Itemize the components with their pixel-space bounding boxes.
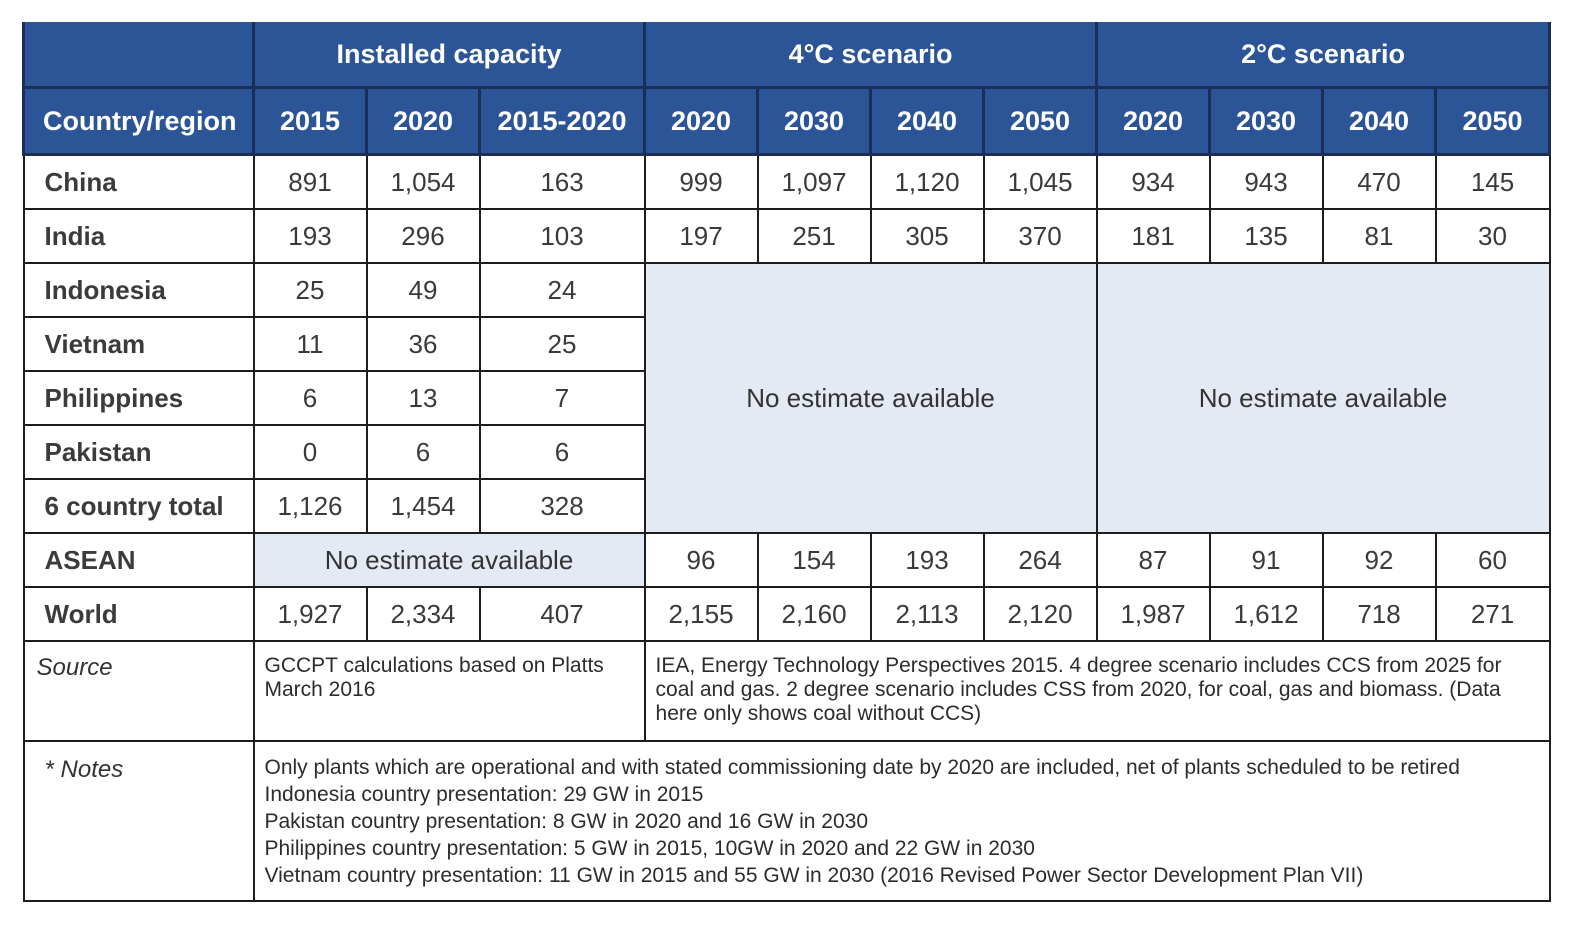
header-installed-year: 2015 <box>254 88 367 155</box>
table-cell: 87 <box>1097 533 1210 587</box>
table-cell: 103 <box>480 209 645 263</box>
table-cell: 934 <box>1097 155 1210 210</box>
table-row-india <box>24 209 1550 263</box>
table-cell: 271 <box>1436 587 1550 641</box>
table-cell: 25 <box>254 263 367 317</box>
header-year-row <box>24 88 1550 155</box>
table-cell: 718 <box>1323 587 1436 641</box>
table-cell: 370 <box>984 209 1097 263</box>
table-cell: 2,113 <box>871 587 984 641</box>
row-label: Vietnam <box>24 317 254 371</box>
table-row-asean <box>24 533 1550 587</box>
table-cell: 60 <box>1436 533 1550 587</box>
table-cell: 92 <box>1323 533 1436 587</box>
header-2c-year: 2030 <box>1210 88 1323 155</box>
header-4c-year: 2030 <box>758 88 871 155</box>
no-estimate-installed: No estimate available <box>254 533 645 587</box>
row-label: ASEAN <box>24 533 254 587</box>
header-installed-year: 2020 <box>367 88 480 155</box>
note-line: Philippines country presentation: 5 GW in 2015, 10GW in 2020 and 22 GW in 2030 <box>264 837 1035 860</box>
table-cell: 135 <box>1210 209 1323 263</box>
header-4c-year: 2050 <box>984 88 1097 155</box>
note-line: Pakistan country presentation: 8 GW in 2020 and 16 GW in 2030 <box>264 810 869 833</box>
source-scenario-text: IEA, Energy Technology Perspectives 2015. 4 degree scenario includes CCS from 2025 for coal and gas. 2 degree scenario includes CSS from 2020, for coal, gas and biomass. (Data here only shows coal without CCS) <box>645 641 1550 741</box>
table-cell: 891 <box>254 155 367 210</box>
header-4c-year: 2040 <box>871 88 984 155</box>
row-label: India <box>24 209 254 263</box>
table-cell: 24 <box>480 263 645 317</box>
table-cell: 91 <box>1210 533 1323 587</box>
table-cell: 1,054 <box>367 155 480 210</box>
table-cell: 154 <box>758 533 871 587</box>
table-cell: 163 <box>480 155 645 210</box>
source-installed-text: GCCPT calculations based on Platts March 2016 <box>254 641 645 741</box>
table-cell: 193 <box>871 533 984 587</box>
table-cell: 6 <box>480 425 645 479</box>
row-label: Philippines <box>24 371 254 425</box>
table-cell: 470 <box>1323 155 1436 210</box>
table-cell: 30 <box>1436 209 1550 263</box>
note-line: Indonesia country presentation: 29 GW in 2015 <box>264 783 704 806</box>
table-cell: 1,097 <box>758 155 871 210</box>
header-4c-scenario: 4°C scenario <box>645 22 1097 88</box>
table-cell: 1,120 <box>871 155 984 210</box>
table-cell: 6 <box>254 371 367 425</box>
header-installed-capacity: Installed capacity <box>254 22 645 88</box>
table-cell: 943 <box>1210 155 1323 210</box>
header-2c-year: 2050 <box>1436 88 1550 155</box>
table-cell: 328 <box>480 479 645 533</box>
notes-text <box>254 741 1550 901</box>
row-label: Pakistan <box>24 425 254 479</box>
header-2c-year: 2020 <box>1097 88 1210 155</box>
table-cell: 96 <box>645 533 758 587</box>
table-cell: 1,987 <box>1097 587 1210 641</box>
note-line: Vietnam country presentation: 11 GW in 2015 and 55 GW in 2030 (2016 Revised Power Sector Development Plan VII) <box>264 864 1364 887</box>
coal-capacity-table <box>22 22 1551 902</box>
no-estimate-2c: No estimate available <box>1097 263 1550 533</box>
source-label: Source <box>24 641 254 741</box>
row-label: China <box>24 155 254 210</box>
coal-capacity-table-container <box>22 22 1551 902</box>
header-blank-cell <box>24 22 254 88</box>
row-label: World <box>24 587 254 641</box>
row-label: 6 country total <box>24 479 254 533</box>
table-cell: 1,126 <box>254 479 367 533</box>
table-cell: 13 <box>367 371 480 425</box>
table-cell: 81 <box>1323 209 1436 263</box>
table-cell: 36 <box>367 317 480 371</box>
table-cell: 25 <box>480 317 645 371</box>
table-cell: 49 <box>367 263 480 317</box>
table-cell: 407 <box>480 587 645 641</box>
header-installed-year: 2015-2020 <box>480 88 645 155</box>
table-row-world <box>24 587 1550 641</box>
table-cell: 193 <box>254 209 367 263</box>
no-estimate-4c: No estimate available <box>645 263 1097 533</box>
table-cell: 2,120 <box>984 587 1097 641</box>
table-row-indonesia <box>24 263 1550 317</box>
table-cell: 197 <box>645 209 758 263</box>
notes-label: * Notes <box>24 741 254 901</box>
table-cell: 7 <box>480 371 645 425</box>
table-cell: 1,045 <box>984 155 1097 210</box>
table-cell: 296 <box>367 209 480 263</box>
header-2c-scenario: 2°C scenario <box>1097 22 1550 88</box>
table-row-china <box>24 155 1550 210</box>
table-cell: 2,160 <box>758 587 871 641</box>
table-cell: 305 <box>871 209 984 263</box>
table-cell: 2,334 <box>367 587 480 641</box>
header-4c-year: 2020 <box>645 88 758 155</box>
table-cell: 999 <box>645 155 758 210</box>
table-cell: 0 <box>254 425 367 479</box>
table-cell: 1,612 <box>1210 587 1323 641</box>
table-cell: 1,927 <box>254 587 367 641</box>
source-row <box>24 641 1550 741</box>
header-country-region: Country/region <box>24 88 254 155</box>
table-cell: 145 <box>1436 155 1550 210</box>
table-cell: 264 <box>984 533 1097 587</box>
table-cell: 2,155 <box>645 587 758 641</box>
header-2c-year: 2040 <box>1323 88 1436 155</box>
header-group-row <box>24 22 1550 88</box>
table-cell: 251 <box>758 209 871 263</box>
table-cell: 6 <box>367 425 480 479</box>
table-cell: 11 <box>254 317 367 371</box>
note-line: Only plants which are operational and with stated commissioning date by 2020 are included, net of plants scheduled to be retired <box>264 756 1460 779</box>
notes-row <box>24 741 1550 901</box>
row-label: Indonesia <box>24 263 254 317</box>
table-cell: 1,454 <box>367 479 480 533</box>
table-cell: 181 <box>1097 209 1210 263</box>
